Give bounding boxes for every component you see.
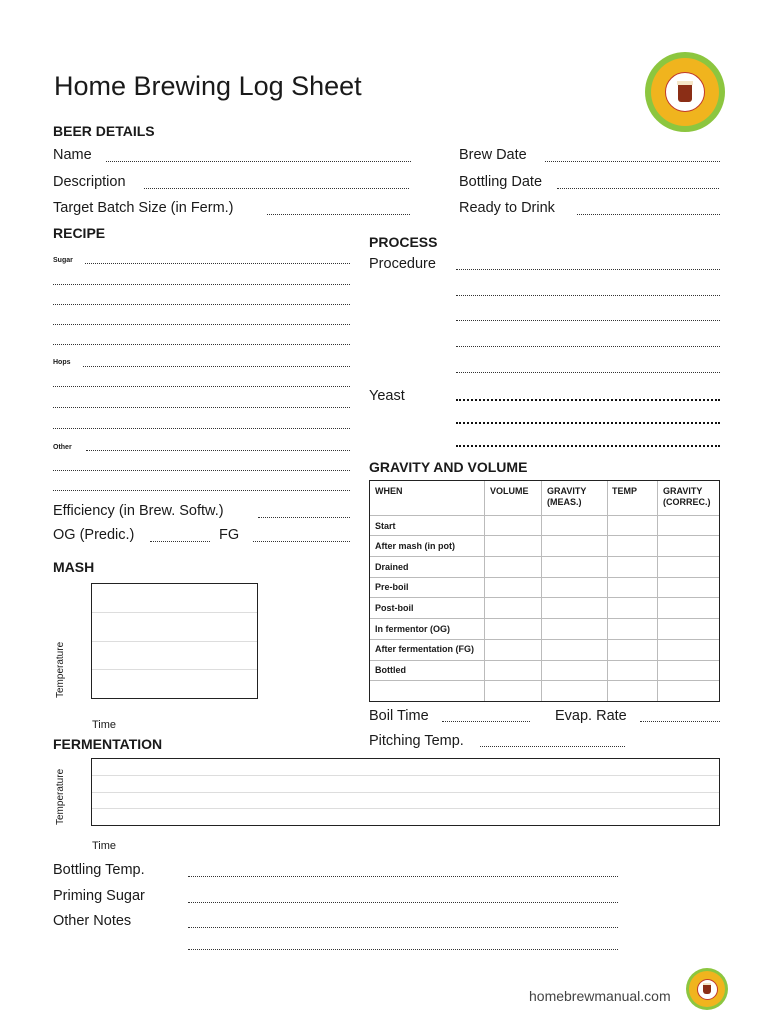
procedure-line[interactable] — [456, 372, 720, 373]
process-heading: PROCESS — [369, 234, 438, 250]
recipe-line[interactable] — [53, 490, 350, 491]
brew-date-field[interactable] — [545, 161, 720, 162]
other-notes-label: Other Notes — [53, 913, 132, 929]
column-header-volume: VOLUME — [490, 486, 529, 496]
other-label: Other — [53, 444, 72, 451]
page-title: Home Brewing Log Sheet — [54, 71, 362, 101]
column-header-gravity-meas: GRAVITY (MEAS.) — [547, 486, 587, 507]
efficiency-label: Efficiency (in Brew. Softw.) — [53, 503, 224, 519]
evap-rate-label: Evap. Rate — [555, 708, 627, 724]
column-header-gravity-correc: GRAVITY (CORREC.) — [663, 486, 711, 507]
fermentation-x-axis-label: Time — [92, 840, 117, 852]
description-label: Description — [53, 174, 126, 190]
name-field[interactable] — [106, 161, 411, 162]
procedure-line[interactable] — [456, 346, 720, 347]
ready-to-drink-label: Ready to Drink — [459, 200, 555, 216]
yeast-line[interactable] — [456, 445, 720, 447]
hops-label: Hops — [53, 359, 71, 366]
footer-website: homebrewmanual.com — [529, 988, 671, 1004]
pitching-temp-field[interactable] — [480, 746, 625, 747]
brew-date-label: Brew Date — [459, 147, 527, 163]
fermentation-graph-box[interactable] — [91, 758, 720, 826]
og-field[interactable] — [150, 541, 210, 542]
mash-heading: MASH — [53, 559, 95, 575]
beer-details-heading: BEER DETAILS — [53, 123, 155, 139]
evap-rate-field[interactable] — [640, 721, 720, 722]
procedure-label: Procedure — [369, 256, 436, 272]
gravity-heading: GRAVITY AND VOLUME — [369, 459, 528, 475]
recipe-line[interactable] — [53, 324, 350, 325]
description-field[interactable] — [144, 188, 409, 189]
recipe-line[interactable] — [53, 470, 350, 471]
priming-sugar-field[interactable] — [188, 902, 618, 903]
procedure-line[interactable] — [456, 295, 720, 296]
other-line[interactable] — [86, 450, 350, 451]
procedure-line[interactable] — [456, 320, 720, 321]
boil-time-field[interactable] — [442, 721, 530, 722]
hops-line[interactable] — [83, 366, 350, 367]
table-row: After fermentation (FG) — [375, 644, 474, 654]
recipe-line[interactable] — [53, 407, 350, 408]
fermentation-heading: FERMENTATION — [53, 736, 163, 752]
table-row: Bottled — [375, 665, 406, 675]
priming-sugar-label: Priming Sugar — [53, 888, 145, 904]
name-label: Name — [53, 147, 92, 163]
home-brew-manual-logo-icon — [686, 968, 728, 1010]
bottling-date-label: Bottling Date — [459, 174, 543, 190]
mash-y-axis-label: Temperature — [55, 641, 66, 698]
table-row: Drained — [375, 562, 409, 572]
recipe-line[interactable] — [53, 386, 350, 387]
yeast-label: Yeast — [369, 388, 405, 404]
mash-graph-box[interactable] — [91, 583, 258, 699]
mash-x-axis-label: Time — [92, 719, 117, 731]
pitching-temp-label: Pitching Temp. — [369, 733, 464, 749]
og-label: OG (Predic.) — [53, 527, 135, 543]
bottling-date-field[interactable] — [557, 188, 719, 189]
recipe-line[interactable] — [53, 344, 350, 345]
other-notes-field[interactable] — [188, 949, 618, 950]
table-row: In fermentor (OG) — [375, 624, 451, 634]
table-row: Start — [375, 521, 396, 531]
column-header-temp: TEMP — [612, 486, 638, 496]
recipe-line[interactable] — [53, 304, 350, 305]
table-row: After mash (in pot) — [375, 541, 455, 551]
ready-to-drink-field[interactable] — [577, 214, 720, 215]
table-row: Post-boil — [375, 603, 414, 613]
fg-field[interactable] — [253, 541, 350, 542]
yeast-line[interactable] — [456, 422, 720, 424]
table-row: Pre-boil — [375, 582, 409, 592]
batch-size-label: Target Batch Size (in Ferm.) — [53, 200, 234, 216]
bottling-temp-label: Bottling Temp. — [53, 862, 145, 878]
home-brew-manual-logo-icon — [645, 52, 725, 132]
other-notes-field[interactable] — [188, 927, 618, 928]
column-header-when: WHEN — [375, 486, 403, 496]
boil-time-label: Boil Time — [369, 708, 429, 724]
batch-size-field[interactable] — [267, 214, 410, 215]
sugar-line[interactable] — [85, 263, 350, 264]
recipe-line[interactable] — [53, 428, 350, 429]
gravity-volume-table — [369, 480, 720, 702]
yeast-line[interactable] — [456, 399, 720, 401]
efficiency-field[interactable] — [258, 517, 350, 518]
fermentation-y-axis-label: Temperature — [55, 768, 66, 825]
procedure-line[interactable] — [456, 269, 720, 270]
recipe-line[interactable] — [53, 284, 350, 285]
fg-label: FG — [219, 527, 240, 543]
sugar-label: Sugar — [53, 257, 73, 264]
bottling-temp-field[interactable] — [188, 876, 618, 877]
recipe-heading: RECIPE — [53, 225, 106, 241]
